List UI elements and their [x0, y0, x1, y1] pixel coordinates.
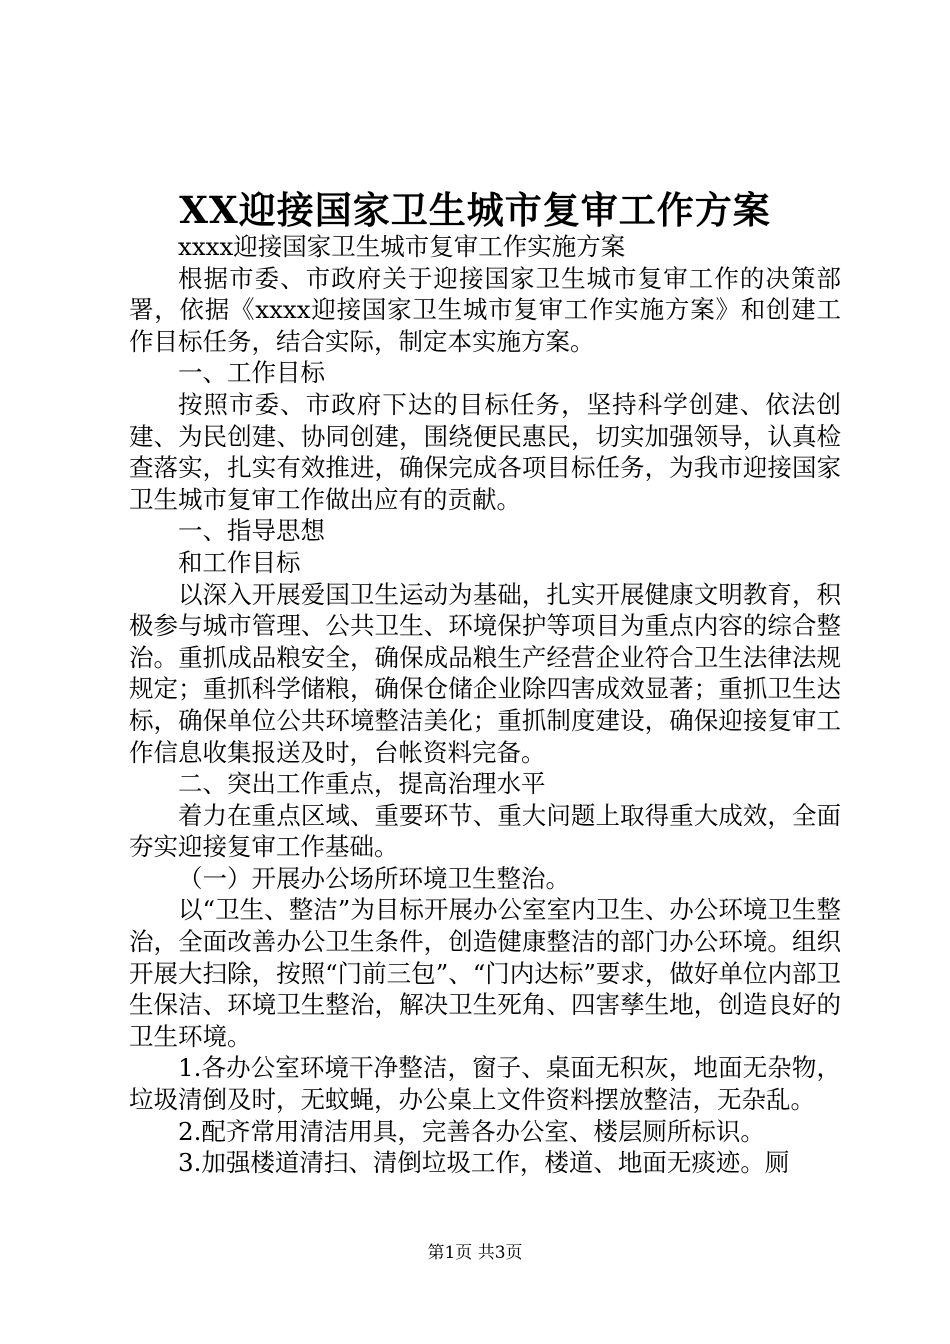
page-footer: 第1页 共3页	[427, 1243, 523, 1263]
list-item-1: 1.各办公室环境干净整洁，窗子、桌面无积灰，地面无杂物，垃圾清倒及时，无蚊蝇，办公桌上文件资料摆放整洁，无杂乱。	[129, 1053, 841, 1115]
document-title: XX迎接国家卫生城市复审工作方案	[179, 188, 771, 232]
paragraph-office-sanitation: 以“卫生、整洁”为目标开展办公室室内卫生、办公环境卫生整治，全面改善办公卫生条件，创造健康整洁的部门办公环境。组织开展大扫除，按照“门前三包”、“门内达标”要求，做好单位内部卫生保洁、环境卫生整治，解决卫生死角、四害孳生地，创造良好的卫生环境。	[129, 895, 841, 1051]
heading-key-work: 二、突出工作重点，提高治理水平	[178, 769, 546, 799]
paragraph-guiding-thought: 以深入开展爱国卫生运动为基础，扎实开展健康文明教育，积极参与城市管理、公共卫生、环境保护等项目为重点内容的综合整治。重抓成品粮安全，确保成品粮生产经营企业符合卫生法律法规规定；重抓科学储粮，确保仓储企业除四害成效显著；重抓卫生达标，确保单位公共环境整洁美化；重抓制度建设，确保迎接复审工作信息收集报送及时，台帐资料完备。	[129, 579, 841, 767]
heading-work-goal: 一、工作目标	[178, 358, 325, 388]
paragraph-work-goal: 按照市委、市政府下达的目标任务，坚持科学创建、依法创建、为民创建、协同创建，围绕便民惠民，切实加强领导，认真检查落实，扎实有效推进，确保完成各项目标任务，为我市迎接国家卫生城市复审工作做出应有的贡献。	[129, 389, 841, 514]
heading-guiding-thought-continued: 和工作目标	[178, 547, 301, 577]
list-item-2: 2.配齐常用清洁用具，完善各办公室、楼层厕所标识。	[178, 1116, 765, 1146]
heading-guiding-thought: 一、指导思想	[178, 516, 325, 546]
document-body	[129, 231, 841, 1179]
list-item-3: 3.加强楼道清扫、清倒垃圾工作，楼道、地面无痰迹。厕	[178, 1148, 790, 1178]
heading-office-sanitation: （一）开展办公场所环境卫生整治。	[178, 863, 570, 893]
paragraph-key-work: 着力在重点区域、重要环节、重大问题上取得重大成效，全面夯实迎接复审工作基础。	[129, 800, 841, 862]
paragraph-intro: 根据市委、市政府关于迎接国家卫生城市复审工作的决策部署，依据《xxxx迎接国家卫生城市复审工作实施方案》和创建工作目标任务，结合实际，制定本实施方案。	[129, 263, 841, 356]
paragraph-subtitle: xxxx迎接国家卫生城市复审工作实施方案	[178, 232, 626, 261]
